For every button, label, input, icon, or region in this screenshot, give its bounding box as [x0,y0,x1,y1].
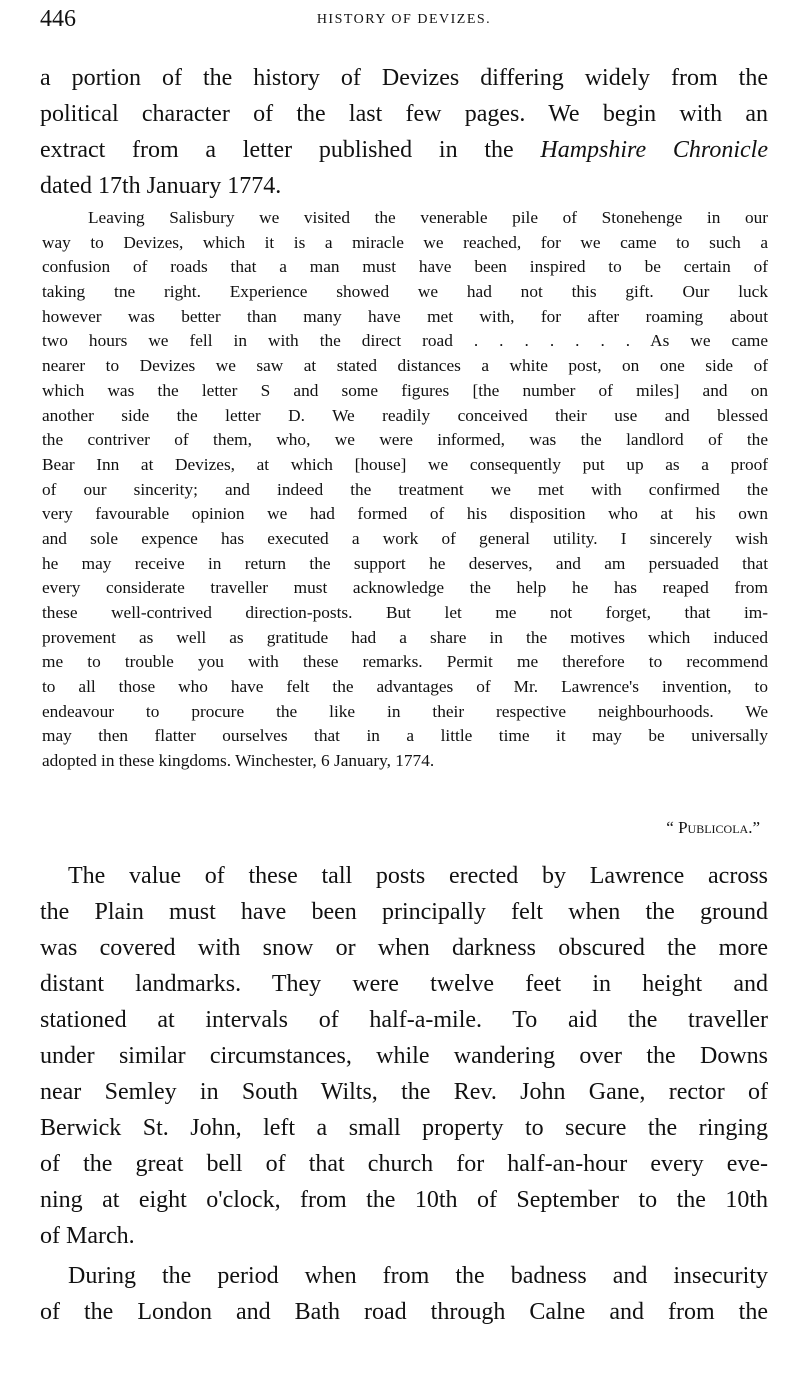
text-line: of our sincerity; and indeed the treatment we met with confirmed the [42,479,768,499]
signature: “ Publicola.” [666,818,760,837]
text-line: and sole expence has executed a work of general utility. I sincerely wish [42,528,768,548]
text-line: two hours we fell in with the direct road . . . . . . . As we came [42,331,768,351]
text-line: adopted in these kingdoms. Winchester, 6 January, 1774. [42,751,435,771]
text-line: Bear Inn at Devizes, at which [house] we consequently put up as a proof [42,454,768,474]
text-line: may then flatter ourselves that in a little time it may be universally [42,726,768,746]
text-line: was covered with snow or when darkness obscured the more [40,935,768,961]
text-line: extract from a letter published in the Hampshire Chronicle [40,137,768,163]
text-line: every considerate traveller must acknowledge the help he has reaped from [42,578,768,598]
newspaper-title: Hampshire Chronicle [540,137,768,163]
page-number: 446 [40,6,76,32]
text-line: near Semley in South Wilts, the Rev. John Gane, rector of [40,1079,768,1105]
text-line: endeavour to procure the like in their respective neighbourhoods. We [42,701,768,721]
text-line: which was the letter S and some figures [the number of miles] and on [42,380,768,400]
text-line: dated 17th January 1774. [40,173,282,199]
intro-paragraph [40,60,768,204]
paragraph-3 [40,1258,768,1330]
text-line: The value of these tall posts erected by Lawrence across [68,863,768,889]
text-line: of the great bell of that church for half-an-hour every eve- [40,1151,768,1177]
text-line: Leaving Salisbury we visited the venerable pile of Stonehenge in our [88,208,768,227]
text-line: to all those who have felt the advantages of Mr. Lawrence's invention, to [42,677,768,697]
text-line: confusion of roads that a man must have been inspired to be certain of [42,257,768,277]
paragraph-2 [40,858,768,1254]
running-header [40,6,768,36]
text-line: he may receive in return the support he deserves, and am persuaded that [42,553,768,573]
text-line: nearer to Devizes we saw at stated distances a white post, on one side of [42,356,768,376]
text-line: political character of the last few pages. We begin with an [40,101,768,127]
text-line: the contriver of them, who, we were informed, was the landlord of the [42,430,768,450]
text-line: of March. [40,1223,135,1249]
text-line: way to Devizes, which it is a miracle we reached, for we came to such a [42,232,768,252]
text-line: another side the letter D. We readily conceived their use and blessed [42,405,768,425]
text-line: During the period when from the badness and insecurity [68,1263,768,1289]
text-line: under similar circumstances, while wandering over the Downs [40,1043,768,1069]
text-line: distant landmarks. They were twelve feet in height and [40,971,768,997]
text-line: me to trouble you with these remarks. Permit me therefore to recommend [42,652,768,672]
text-line: very favourable opinion we had formed of his disposition who at his own [42,504,768,524]
text-line: a portion of the history of Devizes differing widely from the [40,65,768,91]
text-line: Berwick St. John, left a small property to secure the ringing [40,1115,768,1141]
text-line: the Plain must have been principally felt when the ground [40,899,768,925]
quoted-letter [42,206,768,774]
text-line: these well-contrived direction-posts. But let me not forget, that im- [42,603,768,622]
text-line: ning at eight o'clock, from the 10th of September to the 10th [40,1187,768,1213]
running-title: HISTORY OF DEVIZES. [316,12,492,27]
text-line: of the London and Bath road through Calne and from the [40,1299,768,1325]
text-line: taking tne right. Experience showed we had not this gift. Our luck [42,282,768,302]
text-line: however was better than many have met with, for after roaming about [42,306,768,326]
text-line: stationed at intervals of half-a-mile. To aid the traveller [40,1007,768,1033]
text-line: provement as well as gratitude had a share in the motives which induced [42,627,768,647]
